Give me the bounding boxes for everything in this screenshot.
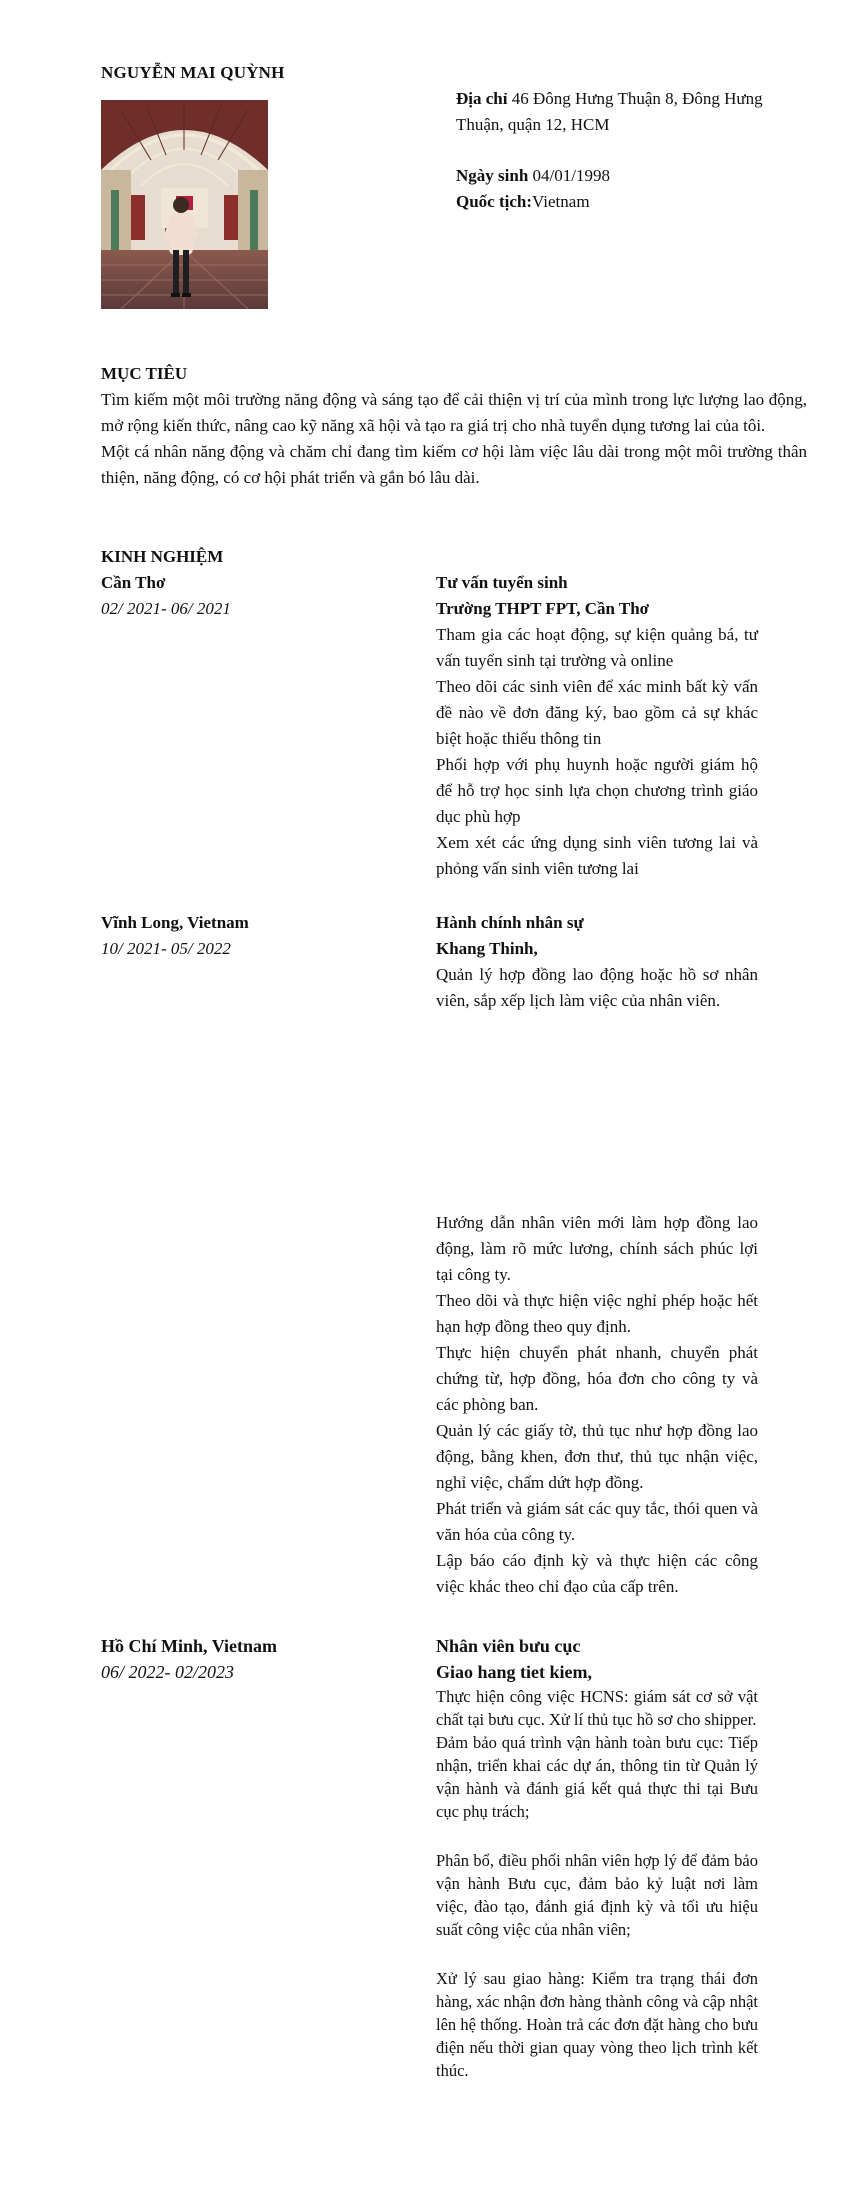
job-duty: Xem xét các ứng dụng sinh viên tương lai và phỏng vấn sinh viên tương lai — [436, 833, 758, 878]
job-location: Hồ Chí Minh, Vietnam — [101, 1636, 278, 1656]
job-duty: Lập báo cáo định kỳ và thực hiện các công việc khác theo chỉ đạo của cấp trên. — [436, 1551, 758, 1596]
job-role: Tư vấn tuyển sinh — [436, 573, 568, 592]
nationality-line — [456, 189, 796, 215]
job-duty: Tham gia các hoạt động, sự kiện quảng bá, tư vấn tuyển sinh tại trường và online — [436, 625, 758, 670]
job-location: Vĩnh Long, Vietnam — [101, 913, 249, 932]
job-duty: Xử lý sau giao hàng: Kiểm tra trạng thái đơn hàng, xác nhận đơn hàng thành công và cập nhật lên hệ thống. Hoàn trả các đơn đặt hàng cho bưu điện nếu thời gian quay vòng theo lịch trình kết thúc. — [436, 1969, 758, 2080]
job-meta — [101, 1633, 401, 1685]
job-role: Hành chính nhân sự — [436, 913, 584, 932]
job-dates: 02/ 2021- 06/ 2021 — [101, 599, 231, 618]
job-details-continued — [436, 1210, 758, 1600]
job-duty: Theo dõi và thực hiện việc nghỉ phép hoặc hết hạn hợp đồng theo quy định. — [436, 1291, 758, 1336]
job-details — [436, 570, 758, 882]
job-meta — [101, 570, 401, 622]
profile-photo-image — [101, 100, 268, 309]
address-line — [456, 86, 796, 138]
nationality-label: Quốc tịch: — [456, 192, 533, 211]
job-company: Khang Thinh, — [436, 939, 538, 958]
job-role: Nhân viên bưu cục — [436, 1636, 581, 1656]
contact-info — [456, 86, 796, 215]
job-duty: Phối hợp với phụ huynh hoặc người giám hộ để hỗ trợ học sinh lựa chọn chương trình giáo dục phù hợp — [436, 755, 758, 826]
nationality-value: Vietnam — [532, 192, 590, 211]
birthdate-value: 04/01/1998 — [532, 166, 610, 185]
job-duty: Thực hiện công việc HCNS: giám sát cơ sở vật chất tại bưu cục. Xử lí thủ tục hồ sơ cho shipper. Đảm bảo quá trình vận hành toàn bưu cục: Tiếp nhận, triển khai các dự án, thông tin từ Quản lý vận hành và đánh giá kết quả thực thi tại Bưu cục phụ trách; — [436, 1687, 758, 1821]
job-duty: Quản lý hợp đồng lao động hoặc hồ sơ nhân viên, sắp xếp lịch làm việc của nhân viên. — [436, 965, 758, 1010]
job-meta — [101, 910, 401, 962]
experience-title: KINH NGHIỆM — [101, 547, 224, 566]
job-company: Trường THPT FPT, Cần Thơ — [436, 599, 650, 618]
address-value: 46 Đông Hưng Thuận 8, Đông Hưng Thuận, quận 12, HCM — [456, 89, 763, 134]
job-duty: Quản lý các giấy tờ, thủ tục như hợp đồng lao động, bằng khen, đơn thư, thủ tục nhận việc, nghỉ việc, chấm dứt hợp đồng. — [436, 1421, 758, 1492]
job-dates: 10/ 2021- 05/ 2022 — [101, 939, 231, 958]
address-label: Địa chỉ — [456, 89, 508, 108]
profile-photo — [101, 100, 268, 309]
objective-section — [101, 361, 807, 491]
job-duty: Hướng dẫn nhân viên mới làm hợp đồng lao động, làm rõ mức lương, chính sách phúc lợi tại công ty. — [436, 1213, 758, 1284]
job-duty: Theo dõi các sinh viên để xác minh bất kỳ vấn đề nào về đơn đăng ký, bao gồm cả sự khác biệt hoặc thiếu thông tin — [436, 677, 758, 748]
job-dates: 06/ 2022- 02/2023 — [101, 1662, 234, 1682]
job-company: Giao hang tiet kiem, — [436, 1662, 592, 1682]
job-details — [436, 910, 758, 1014]
objective-title: MỤC TIÊU — [101, 364, 188, 383]
objective-paragraph: Tìm kiếm một môi trường năng động và sáng tạo để cải thiện vị trí của mình trong lực lượng lao động, mở rộng kiến thức, nâng cao kỹ năng xã hội và tạo ra giá trị cho nhà tuyển dụng tương lai của tôi. — [101, 390, 807, 435]
job-location: Cần Thơ — [101, 573, 166, 592]
birthdate-line — [456, 163, 796, 189]
job-duty: Phát triển và giám sát các quy tắc, thói quen và văn hóa của công ty. — [436, 1499, 758, 1544]
job-duty: Phân bổ, điều phối nhân viên hợp lý để đảm bảo vận hành Bưu cục, đảm bảo kỷ luật nơi làm việc, đào tạo, đánh giá định kỳ và tối ưu hiệu suất công việc của nhân viên; — [436, 1851, 758, 1939]
objective-paragraph: Một cá nhân năng động và chăm chỉ đang tìm kiếm cơ hội làm việc lâu dài trong một môi trường thân thiện, năng động, có cơ hội phát triển và gắn bó lâu dài. — [101, 442, 807, 487]
job-duty: Thực hiện chuyển phát nhanh, chuyển phát chứng từ, hợp đồng, hóa đơn cho công ty và các phòng ban. — [436, 1343, 758, 1414]
birthdate-label: Ngày sinh — [456, 166, 529, 185]
candidate-name: NGUYỄN MAI QUỲNH — [101, 63, 285, 82]
job-details — [436, 1633, 758, 2082]
